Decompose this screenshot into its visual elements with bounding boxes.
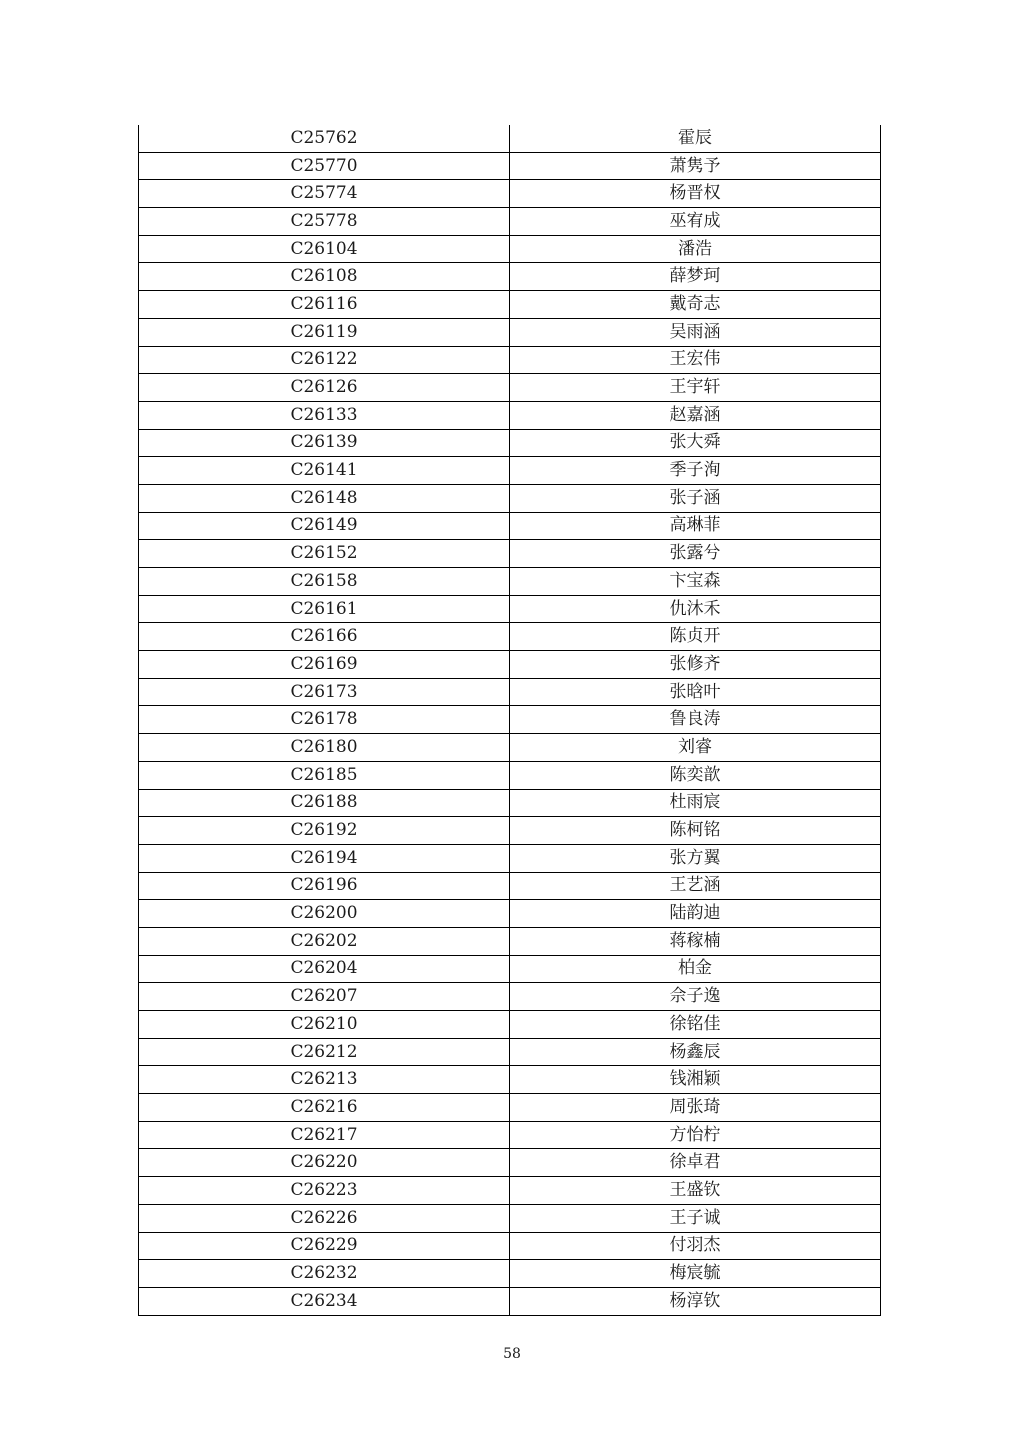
student-name-cell: 徐卓君	[510, 1149, 881, 1177]
page-number: 58	[503, 1346, 521, 1362]
student-name-cell: 付羽杰	[510, 1232, 881, 1260]
student-id-cell: C26133	[139, 401, 510, 429]
student-name-cell: 仇沐禾	[510, 595, 881, 623]
student-name-cell: 柏金	[510, 955, 881, 983]
table-row	[139, 263, 881, 291]
student-id-cell: C26116	[139, 291, 510, 319]
student-id-cell: C25762	[139, 125, 510, 152]
table-row	[139, 844, 881, 872]
student-name-cell: 张子涵	[510, 484, 881, 512]
student-id-cell: C26232	[139, 1260, 510, 1288]
table-row	[139, 374, 881, 402]
table-row	[139, 1121, 881, 1149]
student-name-cell: 赵嘉涵	[510, 401, 881, 429]
student-name-cell: 陈贞开	[510, 623, 881, 651]
student-id-cell: C26202	[139, 927, 510, 955]
student-id-cell: C26210	[139, 1011, 510, 1039]
table-row	[139, 1177, 881, 1205]
student-id-cell: C26126	[139, 374, 510, 402]
student-id-cell: C26234	[139, 1287, 510, 1315]
table-row	[139, 1232, 881, 1260]
student-name-cell: 卞宝森	[510, 568, 881, 596]
table-row	[139, 678, 881, 706]
student-id-cell: C26173	[139, 678, 510, 706]
student-id-cell: C26161	[139, 595, 510, 623]
table-row	[139, 1011, 881, 1039]
table-row	[139, 761, 881, 789]
table-row	[139, 291, 881, 319]
student-name-cell: 王子诚	[510, 1204, 881, 1232]
student-id-cell: C26122	[139, 346, 510, 374]
table-row	[139, 1287, 881, 1315]
student-name-cell: 张方翼	[510, 844, 881, 872]
student-name-cell: 鲁良涛	[510, 706, 881, 734]
student-name-cell: 潘浩	[510, 235, 881, 263]
student-id-cell: C26229	[139, 1232, 510, 1260]
student-id-cell: C26213	[139, 1066, 510, 1094]
student-id-cell: C26139	[139, 429, 510, 457]
student-name-cell: 霍辰	[510, 125, 881, 152]
student-id-cell: C26220	[139, 1149, 510, 1177]
student-id-cell: C26223	[139, 1177, 510, 1205]
student-id-cell: C26169	[139, 651, 510, 679]
student-name-cell: 薛梦珂	[510, 263, 881, 291]
student-name-cell: 王宇轩	[510, 374, 881, 402]
student-id-cell: C26104	[139, 235, 510, 263]
student-name-cell: 杨晋权	[510, 180, 881, 208]
table-row	[139, 125, 881, 152]
table-row	[139, 955, 881, 983]
table-row	[139, 927, 881, 955]
student-id-cell: C26180	[139, 734, 510, 762]
table-row	[139, 1094, 881, 1122]
student-id-cell: C26158	[139, 568, 510, 596]
table-row	[139, 706, 881, 734]
student-id-cell: C26188	[139, 789, 510, 817]
student-name-cell: 徐铭佳	[510, 1011, 881, 1039]
student-id-cell: C25778	[139, 208, 510, 236]
student-id-cell: C26108	[139, 263, 510, 291]
table-row	[139, 512, 881, 540]
table-row	[139, 401, 881, 429]
table-row	[139, 900, 881, 928]
student-id-cell: C26119	[139, 318, 510, 346]
table-row	[139, 484, 881, 512]
student-id-cell: C26212	[139, 1038, 510, 1066]
table-row	[139, 651, 881, 679]
table-row	[139, 1260, 881, 1288]
table-row	[139, 817, 881, 845]
table-row	[139, 1066, 881, 1094]
roster-table	[138, 125, 881, 1316]
student-id-cell: C26217	[139, 1121, 510, 1149]
student-name-cell: 张晗叶	[510, 678, 881, 706]
table-row	[139, 789, 881, 817]
student-id-cell: C25770	[139, 152, 510, 180]
student-name-cell: 陆韵迪	[510, 900, 881, 928]
table-row	[139, 1038, 881, 1066]
student-name-cell: 张大舜	[510, 429, 881, 457]
table-row	[139, 1149, 881, 1177]
student-name-cell: 佘子逸	[510, 983, 881, 1011]
student-id-cell: C26148	[139, 484, 510, 512]
student-name-cell: 梅宸毓	[510, 1260, 881, 1288]
student-name-cell: 蒋稼楠	[510, 927, 881, 955]
student-name-cell: 戴奇志	[510, 291, 881, 319]
table-row	[139, 457, 881, 485]
student-id-cell: C26178	[139, 706, 510, 734]
table-row	[139, 208, 881, 236]
roster-table-body	[139, 125, 881, 1315]
student-id-cell: C26207	[139, 983, 510, 1011]
student-name-cell: 高琳菲	[510, 512, 881, 540]
student-id-cell: C26166	[139, 623, 510, 651]
student-id-cell: C26185	[139, 761, 510, 789]
student-id-cell: C26192	[139, 817, 510, 845]
table-row	[139, 595, 881, 623]
table-row	[139, 180, 881, 208]
table-row	[139, 1204, 881, 1232]
student-name-cell: 刘睿	[510, 734, 881, 762]
student-name-cell: 王盛钦	[510, 1177, 881, 1205]
student-id-cell: C26204	[139, 955, 510, 983]
student-name-cell: 陈柯铭	[510, 817, 881, 845]
student-id-cell: C26196	[139, 872, 510, 900]
student-name-cell: 巫宥成	[510, 208, 881, 236]
student-name-cell: 王宏伟	[510, 346, 881, 374]
table-row	[139, 540, 881, 568]
student-id-cell: C26194	[139, 844, 510, 872]
student-name-cell: 王艺涵	[510, 872, 881, 900]
table-row	[139, 429, 881, 457]
student-name-cell: 杨淳钦	[510, 1287, 881, 1315]
student-id-cell: C25774	[139, 180, 510, 208]
student-id-cell: C26152	[139, 540, 510, 568]
student-name-cell: 陈奕歆	[510, 761, 881, 789]
table-row	[139, 623, 881, 651]
student-name-cell: 吴雨涵	[510, 318, 881, 346]
table-row	[139, 346, 881, 374]
table-row	[139, 872, 881, 900]
student-name-cell: 方怡柠	[510, 1121, 881, 1149]
table-row	[139, 983, 881, 1011]
student-name-cell: 萧隽予	[510, 152, 881, 180]
student-name-cell: 钱湘颖	[510, 1066, 881, 1094]
student-id-cell: C26200	[139, 900, 510, 928]
student-id-cell: C26141	[139, 457, 510, 485]
table-row	[139, 152, 881, 180]
student-name-cell: 季子洵	[510, 457, 881, 485]
student-name-cell: 杨鑫辰	[510, 1038, 881, 1066]
table-row	[139, 235, 881, 263]
student-name-cell: 杜雨宸	[510, 789, 881, 817]
student-name-cell: 周张琦	[510, 1094, 881, 1122]
student-id-cell: C26226	[139, 1204, 510, 1232]
student-id-cell: C26149	[139, 512, 510, 540]
student-name-cell: 张修齐	[510, 651, 881, 679]
table-row	[139, 568, 881, 596]
table-row	[139, 734, 881, 762]
table-row	[139, 318, 881, 346]
student-name-cell: 张露兮	[510, 540, 881, 568]
student-id-cell: C26216	[139, 1094, 510, 1122]
